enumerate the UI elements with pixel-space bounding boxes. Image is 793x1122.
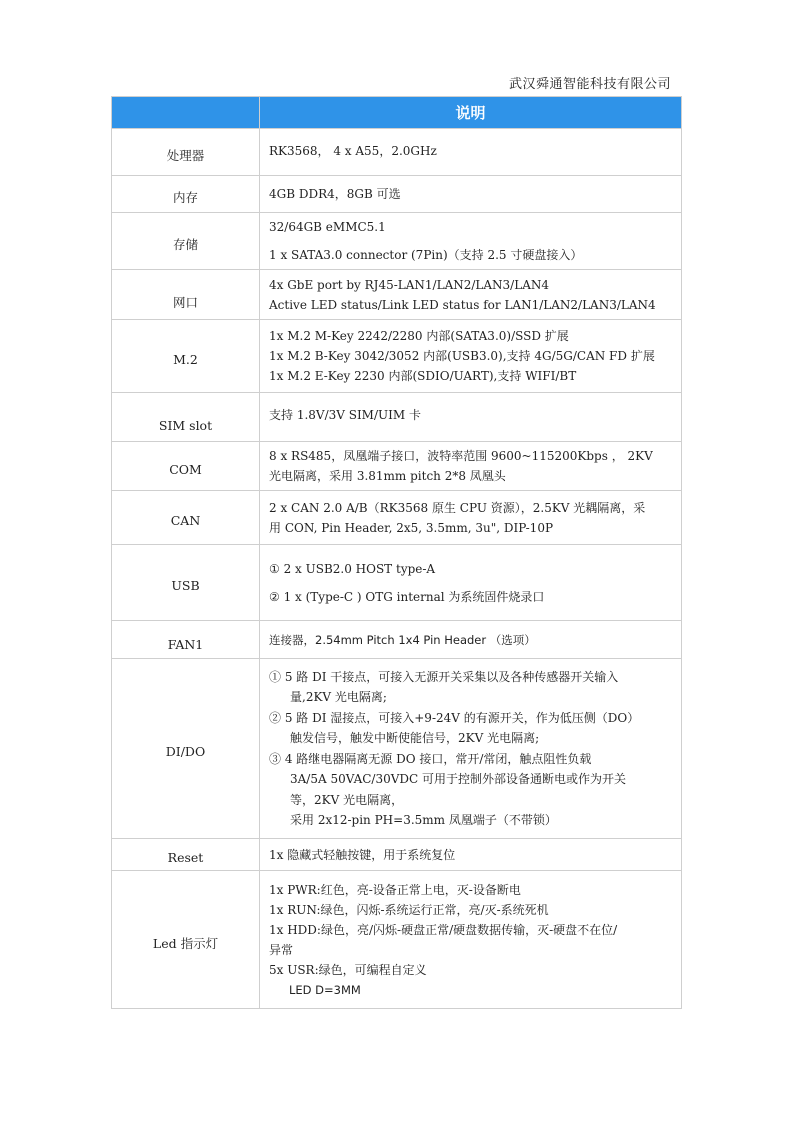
desc-line: 3A/5A 50VAC/30VDC 可用于控制外部设备通断电或作为开关 bbox=[290, 772, 627, 786]
desc-line: 1x HDD:绿色，亮/闪烁-硬盘正常/硬盘数据传输，灭-硬盘不在位/ bbox=[269, 922, 618, 937]
row-label: Reset bbox=[112, 839, 260, 871]
row-label: 内存 bbox=[112, 176, 260, 213]
row-description bbox=[260, 659, 682, 839]
row-label: 存储 bbox=[112, 213, 260, 270]
desc-line: Active LED status/Link LED status for LAN1/LAN2/LAN3/LAN4 bbox=[269, 297, 656, 312]
row-description bbox=[260, 621, 682, 659]
desc-line: 连接器，2.54mm Pitch 1x4 Pin Header （选项） bbox=[269, 632, 536, 647]
desc-line: 8 x RS485，凤凰端子接口，波特率范围 9600~115200Kbps ， 2KV bbox=[269, 449, 653, 463]
table-row bbox=[112, 659, 682, 839]
desc-line: 1x 隐藏式轻触按键，用于系统复位 bbox=[269, 847, 456, 862]
desc-line: ② 1 x (Type-C ) OTG internal 为系统固件烧录口 bbox=[269, 589, 545, 604]
table-row bbox=[112, 129, 682, 176]
desc-line: 光电隔离，采用 3.81mm pitch 2*8 凤凰头 bbox=[269, 469, 506, 483]
table-row bbox=[112, 621, 682, 659]
desc-line: ① 5 路 DI 干接点，可接入无源开关采集以及各种传感器开关输入 bbox=[269, 669, 619, 684]
table-row bbox=[112, 491, 682, 545]
desc-line: 1x M.2 M-Key 2242/2280 内部(SATA3.0)/SSD 扩展 bbox=[269, 329, 569, 343]
desc-line: RK3568， 4 x A55，2.0GHz bbox=[269, 144, 437, 158]
desc-line: 1 x SATA3.0 connector (7Pin)（支持 2.5 寸硬盘接入） bbox=[269, 248, 583, 262]
row-description bbox=[260, 213, 682, 270]
table-row bbox=[112, 545, 682, 621]
row-label: DI/DO bbox=[112, 659, 260, 839]
row-label: M.2 bbox=[112, 320, 260, 393]
desc-line: 4x GbE port by RJ45-LAN1/LAN2/LAN3/LAN4 bbox=[269, 277, 549, 292]
spec-table bbox=[111, 96, 682, 1009]
desc-line: 支持 1.8V/3V SIM/UIM 卡 bbox=[269, 408, 421, 422]
desc-line: 5x USR:绿色，可编程自定义 bbox=[269, 962, 427, 977]
desc-line: 32/64GB eMMC5.1 bbox=[269, 220, 386, 234]
table-row bbox=[112, 393, 682, 442]
table-row bbox=[112, 176, 682, 213]
row-description bbox=[260, 129, 682, 176]
desc-line: 用 CON, Pin Header, 2x5, 3.5mm, 3u", DIP-10P bbox=[269, 520, 554, 535]
row-label: SIM slot bbox=[112, 393, 260, 442]
desc-line: 1x M.2 E-Key 2230 内部(SDIO/UART),支持 WIFI/BT bbox=[269, 369, 577, 383]
desc-line: 等，2KV 光电隔离， bbox=[290, 792, 404, 807]
row-label: 处理器 bbox=[112, 129, 260, 176]
row-description bbox=[260, 871, 682, 1009]
row-label: COM bbox=[112, 442, 260, 491]
row-label: 网口 bbox=[112, 270, 260, 320]
row-description bbox=[260, 442, 682, 491]
desc-line: 采用 2x12-pin PH=3.5mm 凤凰端子（不带锁） bbox=[290, 813, 557, 827]
desc-line: 2 x CAN 2.0 A/B（RK3568 原生 CPU 资源），2.5KV 光耦隔离，采 bbox=[269, 500, 646, 515]
desc-line: ① 2 x USB2.0 HOST type-A bbox=[269, 561, 436, 576]
header-cell-description: 说明 bbox=[260, 97, 682, 129]
desc-line: ② 5 路 DI 湿接点，可接入+9-24V 的有源开关，作为低压侧（DO） bbox=[269, 710, 640, 725]
row-label: CAN bbox=[112, 491, 260, 545]
desc-line: 量,2KV 光电隔离; bbox=[290, 690, 387, 704]
desc-line: ③ 4 路继电器隔离无源 DO 接口，常开/常闭，触点阻性负载 bbox=[269, 751, 592, 766]
table-row bbox=[112, 871, 682, 1009]
row-description bbox=[260, 839, 682, 871]
desc-line: 1x M.2 B-Key 3042/3052 内部(USB3.0),支持 4G/5G/CAN FD 扩展 bbox=[269, 349, 655, 363]
table-row bbox=[112, 320, 682, 393]
table-row bbox=[112, 442, 682, 491]
company-name: 武汉舜通智能科技有限公司 bbox=[508, 77, 671, 92]
table-header-row bbox=[112, 97, 682, 129]
desc-line: LED D=3MM bbox=[289, 982, 361, 997]
row-description bbox=[260, 270, 682, 320]
table-row bbox=[112, 213, 682, 270]
desc-line: 1x PWR:红色，亮-设备正常上电，灭-设备断电 bbox=[269, 882, 521, 897]
row-label: FAN1 bbox=[112, 621, 260, 659]
row-description bbox=[260, 545, 682, 621]
table-row bbox=[112, 839, 682, 871]
desc-line: 4GB DDR4，8GB 可选 bbox=[269, 187, 401, 201]
table-row bbox=[112, 270, 682, 320]
header-cell-blank bbox=[112, 97, 260, 129]
desc-line: 异常 bbox=[269, 942, 294, 957]
row-label: Led 指示灯 bbox=[112, 871, 260, 1009]
row-description bbox=[260, 320, 682, 393]
row-description bbox=[260, 176, 682, 213]
row-description bbox=[260, 393, 682, 442]
row-description bbox=[260, 491, 682, 545]
row-label: USB bbox=[112, 545, 260, 621]
desc-line: 触发信号，触发中断使能信号，2KV 光电隔离; bbox=[290, 731, 540, 745]
desc-line: 1x RUN:绿色，闪烁-系统运行正常，亮/灭-系统死机 bbox=[269, 902, 549, 917]
